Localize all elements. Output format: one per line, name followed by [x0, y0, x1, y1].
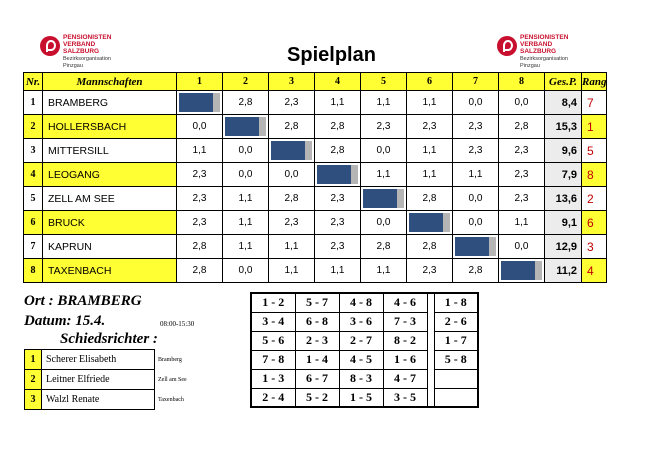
row-number: 6 [24, 211, 43, 235]
diagonal-shadow [443, 213, 450, 232]
standings-body [24, 91, 607, 283]
score-cell: 1,1 [407, 139, 453, 163]
header-col-5: 5 [361, 73, 407, 91]
table-row [24, 115, 607, 139]
score-cell: 2,3 [177, 211, 223, 235]
schedule-row [251, 369, 478, 388]
logo-sub-line: Bezirksorganisation [520, 56, 568, 62]
score-cell: 0,0 [361, 139, 407, 163]
score-cell: 2,8 [453, 259, 499, 283]
match-pairing: 2 - 4 [251, 388, 295, 407]
match-pairing: 4 - 6 [383, 293, 427, 312]
score-cell: 2,8 [315, 115, 361, 139]
score-cell: 2,8 [407, 187, 453, 211]
score-cell: 2,3 [315, 211, 361, 235]
diagonal-cell [361, 187, 407, 211]
score-cell: 1,1 [361, 259, 407, 283]
schedule-gap [427, 350, 434, 369]
schedule-gap [427, 388, 434, 407]
match-pairing: 7 - 3 [383, 312, 427, 331]
diagonal-fill [455, 237, 489, 256]
diagonal-shadow [305, 141, 312, 160]
page-title: Spielplan [287, 44, 376, 66]
rank-value: 1 [582, 115, 607, 139]
table-row [24, 187, 607, 211]
match-pairing: 3 - 4 [251, 312, 295, 331]
score-cell: 1,1 [453, 163, 499, 187]
row-number: 2 [24, 115, 43, 139]
score-cell: 2,3 [269, 211, 315, 235]
score-cell: 2,3 [269, 91, 315, 115]
logo-sub-line: Pinzgau [63, 63, 83, 69]
referee-place: Zell am See [158, 376, 187, 383]
score-cell: 1,1 [361, 163, 407, 187]
referee-row [25, 350, 215, 370]
diagonal-fill [501, 261, 535, 280]
total-points: 7,9 [545, 163, 582, 187]
score-cell: 2,3 [499, 187, 545, 211]
diagonal-cell [269, 139, 315, 163]
row-number: 7 [24, 235, 43, 259]
diagonal-shadow [213, 93, 220, 112]
diagonal-fill [225, 117, 259, 136]
score-cell: 0,0 [223, 259, 269, 283]
total-points: 12,9 [545, 235, 582, 259]
match-pairing: 6 - 7 [295, 369, 339, 388]
diagonal-cell [407, 211, 453, 235]
diagonal-fill [271, 141, 305, 160]
match-pairing: 2 - 7 [339, 331, 383, 350]
rank-value: 3 [582, 235, 607, 259]
rank-value: 4 [582, 259, 607, 283]
diagonal-fill [409, 213, 443, 232]
schedule-gap [427, 293, 434, 312]
match-pairing: 1 - 2 [251, 293, 295, 312]
match-pairing: 8 - 3 [339, 369, 383, 388]
score-cell: 2,8 [223, 91, 269, 115]
score-cell: 2,3 [361, 115, 407, 139]
logo-sub-line: Bezirksorganisation [63, 56, 111, 62]
diagonal-block [499, 261, 544, 280]
table-row [24, 139, 607, 163]
header-rang: Rang [582, 73, 607, 91]
header-col-4: 4 [315, 73, 361, 91]
header-col-8: 8 [499, 73, 545, 91]
diagonal-block [223, 117, 268, 136]
score-cell: 2,8 [269, 187, 315, 211]
match-pairing: 3 - 5 [383, 388, 427, 407]
team-name: KAPRUN [43, 235, 177, 259]
schedule-row [251, 293, 478, 312]
schedule-gap [427, 331, 434, 350]
diagonal-cell [499, 259, 545, 283]
header-col-1: 1 [177, 73, 223, 91]
score-cell: 2,8 [407, 235, 453, 259]
score-cell: 1,1 [177, 139, 223, 163]
time-label: 08:00-15:30 [160, 320, 195, 328]
row-number: 5 [24, 187, 43, 211]
header-gesp: Ges.P. [545, 73, 582, 91]
score-cell: 0,0 [453, 211, 499, 235]
score-cell: 2,3 [177, 163, 223, 187]
diagonal-cell [453, 235, 499, 259]
ort-label: Ort : BRAMBERG [24, 293, 142, 309]
diagonal-block [407, 213, 452, 232]
schedule-row [251, 331, 478, 350]
score-cell: 1,1 [269, 235, 315, 259]
match-pairing: 1 - 6 [383, 350, 427, 369]
logo-brand-line: SALZBURG [63, 48, 100, 55]
team-name: BRAMBERG [43, 91, 177, 115]
datum-label: Datum: 15.4. [24, 313, 106, 329]
schedule-gap [427, 369, 434, 388]
score-cell: 1,1 [315, 91, 361, 115]
total-points: 13,6 [545, 187, 582, 211]
referee-row [25, 370, 215, 390]
score-cell: 0,0 [223, 139, 269, 163]
score-cell: 2,3 [315, 235, 361, 259]
diagonal-shadow [535, 261, 542, 280]
referee-place: Taxenbach [158, 396, 184, 403]
match-pairing: 4 - 8 [339, 293, 383, 312]
row-number: 8 [24, 259, 43, 283]
score-cell: 0,0 [361, 211, 407, 235]
match-pairing: 2 - 3 [295, 331, 339, 350]
team-name: MITTERSILL [43, 139, 177, 163]
rank-value: 5 [582, 139, 607, 163]
rank-value: 2 [582, 187, 607, 211]
score-cell: 2,3 [407, 259, 453, 283]
score-cell: 2,8 [361, 235, 407, 259]
diagonal-shadow [397, 189, 404, 208]
table-header-row [24, 73, 607, 91]
schedule-gap [427, 312, 434, 331]
match-pairing [434, 369, 478, 388]
match-pairing: 1 - 5 [339, 388, 383, 407]
header-nr: Nr. [24, 73, 43, 91]
header-teams: Mannschaften [43, 73, 177, 91]
total-points: 11,2 [545, 259, 582, 283]
score-cell: 0,0 [453, 91, 499, 115]
score-cell: 0,0 [269, 163, 315, 187]
logo-brand-line: SALZBURG [520, 48, 557, 55]
match-pairing: 2 - 6 [434, 312, 478, 331]
match-pairing: 5 - 2 [295, 388, 339, 407]
logo-brand-line: PENSIONISTEN [63, 34, 112, 41]
score-cell: 0,0 [499, 91, 545, 115]
score-cell: 2,3 [177, 187, 223, 211]
score-cell: 2,3 [453, 139, 499, 163]
referee-name: Scherer Elisabeth [42, 350, 155, 370]
diagonal-cell [177, 91, 223, 115]
header-col-6: 6 [407, 73, 453, 91]
match-pairing: 1 - 7 [434, 331, 478, 350]
match-pairing: 6 - 8 [295, 312, 339, 331]
total-points: 8,4 [545, 91, 582, 115]
diagonal-fill [363, 189, 397, 208]
referee-row [25, 390, 215, 410]
table-row [24, 163, 607, 187]
referee-table [24, 349, 215, 410]
logo-brand-line: PENSIONISTEN [520, 34, 569, 41]
score-cell: 2,3 [315, 187, 361, 211]
diagonal-shadow [489, 237, 496, 256]
diagonal-cell [315, 163, 361, 187]
diagonal-block [453, 237, 498, 256]
score-cell: 0,0 [223, 163, 269, 187]
header-col-7: 7 [453, 73, 499, 91]
diagonal-cell [223, 115, 269, 139]
standings-table [23, 72, 607, 283]
score-cell: 2,3 [407, 115, 453, 139]
score-cell: 1,1 [407, 163, 453, 187]
match-pairing: 8 - 2 [383, 331, 427, 350]
diagonal-shadow [351, 165, 358, 184]
score-cell: 1,1 [315, 259, 361, 283]
schedule-row [251, 388, 478, 407]
schedule-row [251, 350, 478, 369]
score-cell: 1,1 [407, 91, 453, 115]
row-number: 3 [24, 139, 43, 163]
diagonal-fill [317, 165, 351, 184]
match-pairing: 3 - 6 [339, 312, 383, 331]
team-name: TAXENBACH [43, 259, 177, 283]
score-cell: 1,1 [361, 91, 407, 115]
score-cell: 2,8 [499, 115, 545, 139]
logo-brand-line: VERBAND [63, 41, 96, 48]
score-cell: 1,1 [499, 211, 545, 235]
header-col-2: 2 [223, 73, 269, 91]
rank-value: 6 [582, 211, 607, 235]
match-schedule-table [250, 292, 479, 408]
table-row [24, 91, 607, 115]
score-cell: 1,1 [269, 259, 315, 283]
score-cell: 0,0 [453, 187, 499, 211]
rank-value: 7 [582, 91, 607, 115]
score-cell: 2,3 [499, 163, 545, 187]
diagonal-fill [179, 93, 213, 112]
referee-number: 2 [25, 370, 42, 390]
diagonal-block [269, 141, 314, 160]
score-cell: 2,8 [177, 235, 223, 259]
score-cell: 1,1 [223, 235, 269, 259]
referee-number: 3 [25, 390, 42, 410]
match-pairing: 1 - 3 [251, 369, 295, 388]
total-points: 9,6 [545, 139, 582, 163]
row-number: 4 [24, 163, 43, 187]
match-pairing: 1 - 4 [295, 350, 339, 369]
rank-value: 8 [582, 163, 607, 187]
score-cell: 0,0 [499, 235, 545, 259]
score-cell: 2,8 [177, 259, 223, 283]
referee-place: Bramberg [158, 356, 182, 363]
team-name: LEOGANG [43, 163, 177, 187]
table-row [24, 235, 607, 259]
match-pairing: 4 - 7 [383, 369, 427, 388]
diagonal-block [177, 93, 222, 112]
header-col-3: 3 [269, 73, 315, 91]
schedule-row [251, 312, 478, 331]
team-name: ZELL AM SEE [43, 187, 177, 211]
diagonal-shadow [259, 117, 266, 136]
match-pairing: 1 - 8 [434, 293, 478, 312]
score-cell: 1,1 [223, 211, 269, 235]
match-pairing [434, 388, 478, 407]
table-row [24, 211, 607, 235]
score-cell: 0,0 [177, 115, 223, 139]
score-cell: 2,3 [453, 115, 499, 139]
match-pairing: 7 - 8 [251, 350, 295, 369]
diagonal-block [315, 165, 360, 184]
score-cell: 1,1 [223, 187, 269, 211]
logo-brand-line: VERBAND [520, 41, 553, 48]
schiedsrichter-label: Schiedsrichter : [60, 331, 158, 347]
referee-name: Walzl Renate [42, 390, 155, 410]
total-points: 9,1 [545, 211, 582, 235]
team-name: BRUCK [43, 211, 177, 235]
score-cell: 2,8 [315, 139, 361, 163]
score-cell: 2,3 [499, 139, 545, 163]
diagonal-block [361, 189, 406, 208]
referee-name: Leitner Elfriede [42, 370, 155, 390]
total-points: 15,3 [545, 115, 582, 139]
match-pairing: 4 - 5 [339, 350, 383, 369]
logo-sub-line: Pinzgau [520, 63, 540, 69]
match-pairing: 5 - 8 [434, 350, 478, 369]
row-number: 1 [24, 91, 43, 115]
match-pairing: 5 - 7 [295, 293, 339, 312]
table-row [24, 259, 607, 283]
match-pairing: 5 - 6 [251, 331, 295, 350]
score-cell: 2,8 [269, 115, 315, 139]
team-name: HOLLERSBACH [43, 115, 177, 139]
referee-number: 1 [25, 350, 42, 370]
